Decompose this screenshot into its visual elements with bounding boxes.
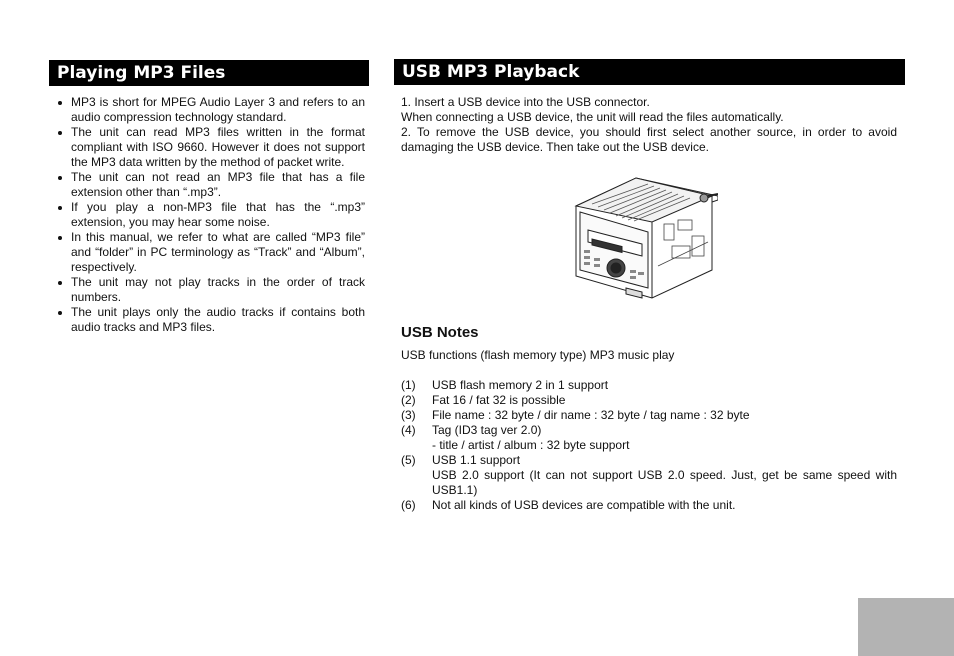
note-number: (5) <box>401 453 416 467</box>
note-item <box>401 453 897 498</box>
note-number: (6) <box>401 498 416 512</box>
bullet-item: If you play a non-MP3 file that has the “.mp3” extension, you may hear some noise. <box>50 200 365 230</box>
usb-instructions <box>401 95 897 155</box>
usb-notes-list <box>401 378 897 513</box>
section-title-playing-mp3: Playing MP3 Files <box>49 60 369 86</box>
note-text: Not all kinds of USB devices are compatible with the unit. <box>432 498 736 512</box>
note-item <box>401 408 897 423</box>
note-text: USB 2.0 support (It can not support USB 2.0 speed. Just, get be same speed with USB1.1) <box>432 468 897 497</box>
mp3-bullet-list <box>50 95 365 335</box>
note-text: USB 1.1 support <box>432 453 521 467</box>
car-stereo-with-usb-illustration <box>572 176 718 302</box>
section-title-usb-playback: USB MP3 Playback <box>394 59 905 85</box>
note-item <box>401 393 897 408</box>
bullet-item: The unit plays only the audio tracks if contains both audio tracks and MP3 files. <box>50 305 365 335</box>
note-number: (4) <box>401 423 416 437</box>
usb-notes-heading: USB Notes <box>401 324 479 341</box>
note-text: - title / artist / album : 32 byte support <box>432 438 630 452</box>
note-text: USB flash memory 2 in 1 support <box>432 378 609 392</box>
note-number: (2) <box>401 393 416 407</box>
bullet-item: In this manual, we refer to what are called “MP3 file” and “folder” in PC terminology as “Track” and “Album”, respectively. <box>50 230 365 275</box>
note-text: Tag (ID3 tag ver 2.0) <box>432 423 542 437</box>
note-item <box>401 423 897 453</box>
instruction-line: 1. Insert a USB device into the USB connector. <box>401 95 650 109</box>
page-corner-tab <box>858 598 954 656</box>
usb-functions-line: USB functions (flash memory type) MP3 music play <box>401 348 675 362</box>
bullet-item: The unit can read MP3 files written in the format compliant with ISO 9660. However it does not support the MP3 data written by the method of packet write. <box>50 125 365 170</box>
note-text: File name : 32 byte / dir name : 32 byte / tag name : 32 byte <box>432 408 750 422</box>
note-text: Fat 16 / fat 32 is possible <box>432 393 566 407</box>
note-item <box>401 498 897 513</box>
note-number: (1) <box>401 378 416 392</box>
instruction-line: 2. To remove the USB device, you should first select another source, in order to avoid damaging the USB device. Then take out the USB device. <box>401 125 897 154</box>
bullet-item: The unit can not read an MP3 file that has a file extension other than “.mp3”. <box>50 170 365 200</box>
bullet-item: MP3 is short for MPEG Audio Layer 3 and refers to an audio compression technology standard. <box>50 95 365 125</box>
note-item <box>401 378 897 393</box>
instruction-line: When connecting a USB device, the unit will read the files automatically. <box>401 110 784 124</box>
note-number: (3) <box>401 408 416 422</box>
bullet-item: The unit may not play tracks in the order of track numbers. <box>50 275 365 305</box>
